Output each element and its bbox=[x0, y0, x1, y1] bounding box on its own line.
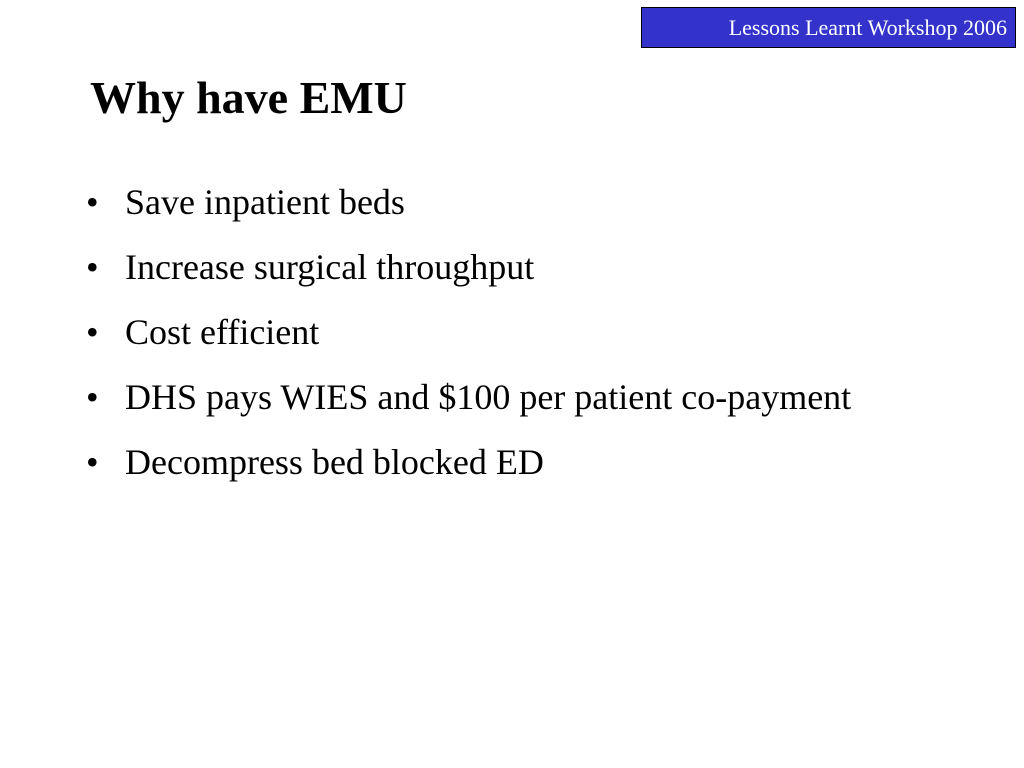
bullet-text: Increase surgical throughput bbox=[125, 247, 535, 287]
bullet-item bbox=[86, 371, 966, 424]
bullet-item bbox=[86, 306, 966, 359]
bullet-item bbox=[86, 436, 966, 489]
bullet-icon: • bbox=[86, 247, 99, 287]
bullet-text: Save inpatient beds bbox=[125, 182, 405, 222]
bullet-item bbox=[86, 241, 966, 294]
bullet-item bbox=[86, 176, 966, 229]
bullet-text: DHS pays WIES and $100 per patient co-payment bbox=[125, 377, 852, 417]
slide-title: Why have EMU bbox=[90, 72, 407, 123]
bullet-text: Cost efficient bbox=[125, 312, 320, 352]
bullet-icon: • bbox=[86, 377, 99, 417]
bullet-icon: • bbox=[86, 312, 99, 352]
bullet-icon: • bbox=[86, 182, 99, 222]
workshop-header-badge bbox=[641, 7, 1016, 48]
workshop-header-label: Lessons Learnt Workshop 2006 bbox=[728, 14, 1007, 40]
bullet-list bbox=[86, 176, 966, 501]
bullet-text: Decompress bed blocked ED bbox=[125, 442, 544, 482]
bullet-icon: • bbox=[86, 442, 99, 482]
